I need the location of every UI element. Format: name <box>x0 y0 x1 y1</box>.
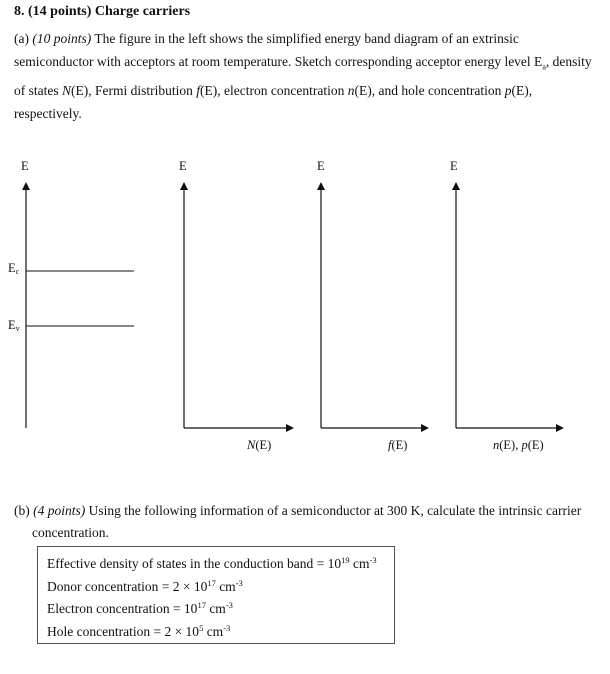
electron-symbol: n <box>347 82 355 98</box>
info-exponent: 5 <box>199 622 204 633</box>
info-text: Effective density of states in the conduction band = 10 <box>47 556 342 571</box>
info-unit-exponent: -3 <box>223 622 231 633</box>
conc-axis-label: E <box>450 159 458 173</box>
part-a-text-1: The figure in the left shows the simplified energy band diagram of an extrinsic semiconductor with acceptors at room temperature. Sketch corresponding acceptor energy level E <box>14 31 543 69</box>
band-diagram-figure <box>0 150 610 460</box>
info-line-donor <box>47 576 385 599</box>
part-b-label: (b) <box>14 503 30 518</box>
fermi-x-label: f(E) <box>388 438 408 452</box>
part-a-text-5: (E), and hole concentration <box>354 82 505 98</box>
part-b-line-1: Using the following information of a semiconductor at 300 K, calculate the intrinsic carrier <box>85 503 582 518</box>
given-info-box <box>37 546 395 644</box>
part-a-text-4: (E), electron concentration <box>200 82 348 98</box>
part-a-text-3: (E), Fermi distribution <box>71 82 197 98</box>
band-diagram <box>8 159 134 428</box>
part-a-text-6: (E), respectively. <box>14 82 533 121</box>
info-exponent: 19 <box>341 555 350 565</box>
dos-plot <box>179 159 290 452</box>
part-b-points: (4 points) <box>33 503 86 518</box>
info-unit-exponent: -3 <box>369 555 377 565</box>
part-b-line-2: concentration. <box>32 525 109 540</box>
ev-label: Ev <box>8 318 20 333</box>
fermi-plot <box>317 159 425 452</box>
dos-symbol: N <box>62 82 72 98</box>
info-unit-exponent: -3 <box>225 600 233 610</box>
info-unit: cm <box>203 623 224 639</box>
info-text: Donor concentration = 2 × 10 <box>47 578 208 594</box>
dos-axis-label: E <box>179 159 187 173</box>
part-b-text <box>14 500 599 544</box>
hole-symbol: p <box>504 82 512 98</box>
conc-x-label: n(E), p(E) <box>493 438 544 452</box>
question-title: 8. (14 points) Charge carriers <box>14 4 191 19</box>
info-exponent: 17 <box>197 600 206 610</box>
info-text: Electron concentration = 10 <box>47 601 198 616</box>
fermi-axis-label: E <box>317 159 325 173</box>
fermi-symbol: f <box>196 82 201 98</box>
info-unit: cm <box>215 578 236 594</box>
concentration-plot <box>450 159 560 452</box>
ec-label: Ec <box>8 261 20 276</box>
info-line-hole <box>47 621 385 644</box>
acceptor-subscript: a <box>542 62 546 72</box>
info-unit: cm <box>205 601 226 616</box>
info-line-electron <box>47 598 385 621</box>
band-axis-label: E <box>21 159 29 173</box>
dos-x-label: N(E) <box>247 438 272 452</box>
part-a-text-2: , density of states <box>14 54 592 98</box>
part-a-points: (10 points) <box>32 31 92 46</box>
info-line-conduction-dos <box>47 553 385 576</box>
info-unit-exponent: -3 <box>235 577 243 588</box>
part-a-text <box>14 27 599 125</box>
info-unit: cm <box>349 556 370 571</box>
info-text: Hole concentration = 2 × 10 <box>47 623 200 639</box>
info-exponent: 17 <box>207 577 216 588</box>
part-a-label: (a) <box>14 31 29 46</box>
